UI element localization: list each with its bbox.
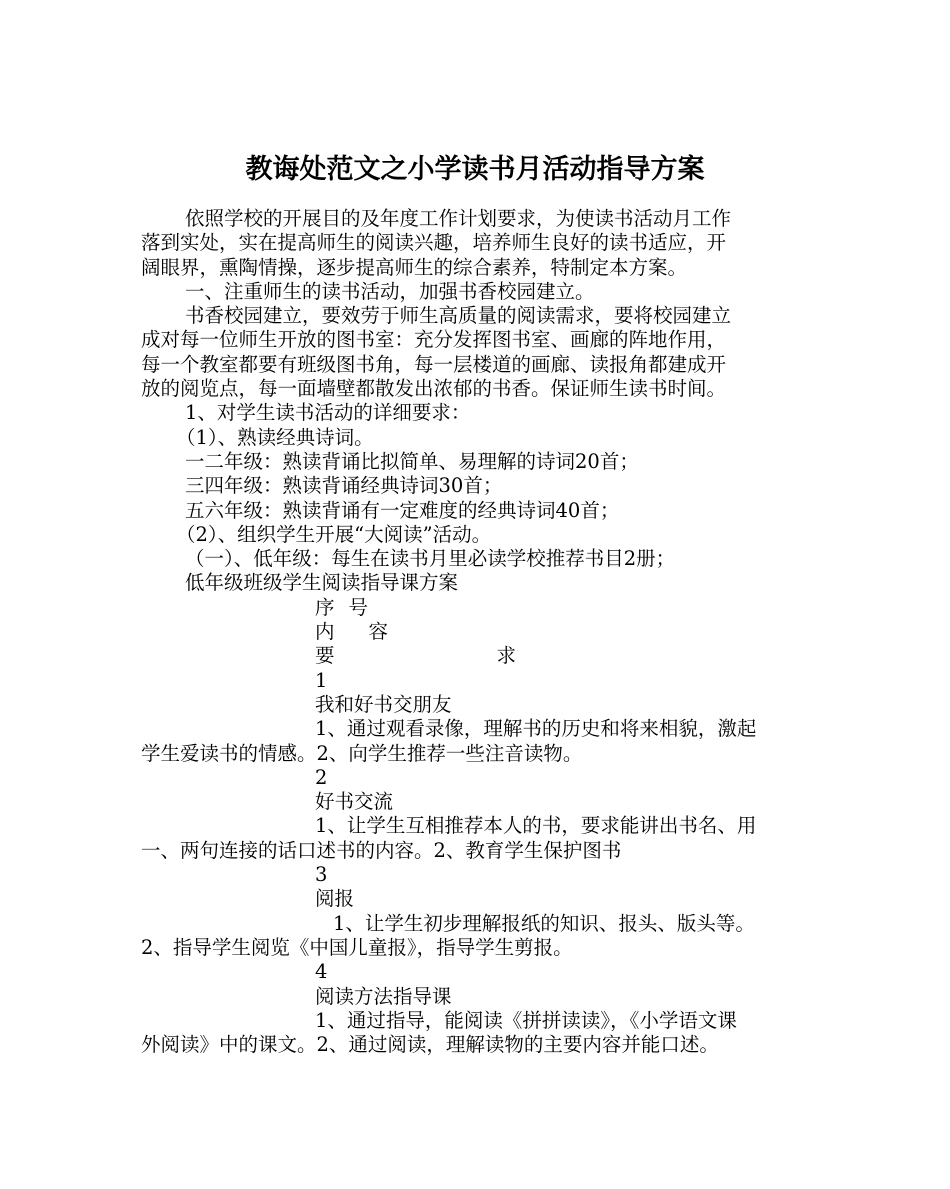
plan-title: 低年级班级学生阅读指导课方案 xyxy=(185,571,459,595)
row-content: 阅读方法指导课 xyxy=(315,984,452,1008)
grade-line: 一二年级：熟读背诵比拟简单、易理解的诗词20首； xyxy=(185,449,639,473)
requirements-heading: 1、对学生读书活动的详细要求： xyxy=(185,401,471,425)
row-requirement-rest: 一、两句连接的话口述书的内容。2、教育学生保护图书 xyxy=(141,838,622,862)
intro-line: 依照学校的开展目的及年度工作计划要求，为使读书活动月工作 xyxy=(185,207,732,230)
row-requirement-first: 1、通过指导，能阅读《拼拼读读》，《小学语文课 xyxy=(315,1008,737,1032)
row-requirement-rest: 2、指导学生阅览《中国儿童报》，指导学生剪报。 xyxy=(141,935,573,959)
poems-heading: （1）、熟读经典诗词。 xyxy=(176,425,374,449)
table-header-content: 内 容 xyxy=(315,620,389,644)
row-requirement-first: 1、让学生初步理解报纸的知识、报头、版头等。 xyxy=(333,911,755,935)
row-requirement-rest: 外阅读》中的课文。2、通过阅读，理解读物的主要内容并能口述。 xyxy=(141,1033,719,1057)
row-number: 3 xyxy=(315,863,328,887)
row-content: 我和好书交朋友 xyxy=(315,692,452,716)
row-number: 4 xyxy=(315,960,328,984)
reading-heading: （2）、组织学生开展“大阅读”活动。 xyxy=(176,522,492,546)
intro-line: 落到实处，实在提高师生的阅读兴趣，培养师生良好的读书适应，开 xyxy=(141,231,727,255)
row-content: 阅报 xyxy=(315,887,355,911)
section-line: 书香校园建立，要效劳于师生高质量的阅读需求，要将校园建立 xyxy=(185,304,732,328)
intro-line: 阔眼界，熏陶情操，逐步提高师生的综合素养，特制定本方案。 xyxy=(141,255,688,279)
row-requirement-first: 1、通过观看录像，理解书的历史和将来相貌，激起 xyxy=(315,717,757,741)
grade-line: 三四年级：熟读背诵经典诗词30首； xyxy=(185,474,503,498)
row-content: 好书交流 xyxy=(315,790,394,814)
section-heading: 一、注重师生的读书活动，加强书香校园建立。 xyxy=(185,279,595,303)
row-requirement-rest: 学生爱读书的情感。2、向学生推荐一些注音读物。 xyxy=(141,741,583,765)
section-line: 成对每一位师生开放的图书室：充分发挥图书室、画廊的阵地作用， xyxy=(141,328,727,352)
low-grade-line: （一）、低年级：每生在读书月里必读学校推荐书目2册； xyxy=(185,547,676,571)
table-header-requirement: 要 求 xyxy=(315,644,517,668)
section-line: 每一个教室都要有班级图书角，每一层楼道的画廊、读报角都建成开 xyxy=(141,352,727,376)
row-requirement-first: 1、让学生互相推荐本人的书，要求能讲出书名、用 xyxy=(315,814,757,838)
table-header-number: 序 号 xyxy=(315,595,369,619)
document-title: 教诲处范文之小学读书月活动指导方案 xyxy=(245,154,705,186)
document-body xyxy=(141,207,831,1057)
grade-line: 五六年级：熟读背诵有一定难度的经典诗词40首； xyxy=(185,498,620,522)
row-number: 1 xyxy=(315,668,328,692)
row-number: 2 xyxy=(315,765,328,789)
section-line: 放的阅览点，每一面墙壁都散发出浓郁的书香。保证师生读书时间。 xyxy=(141,377,727,401)
